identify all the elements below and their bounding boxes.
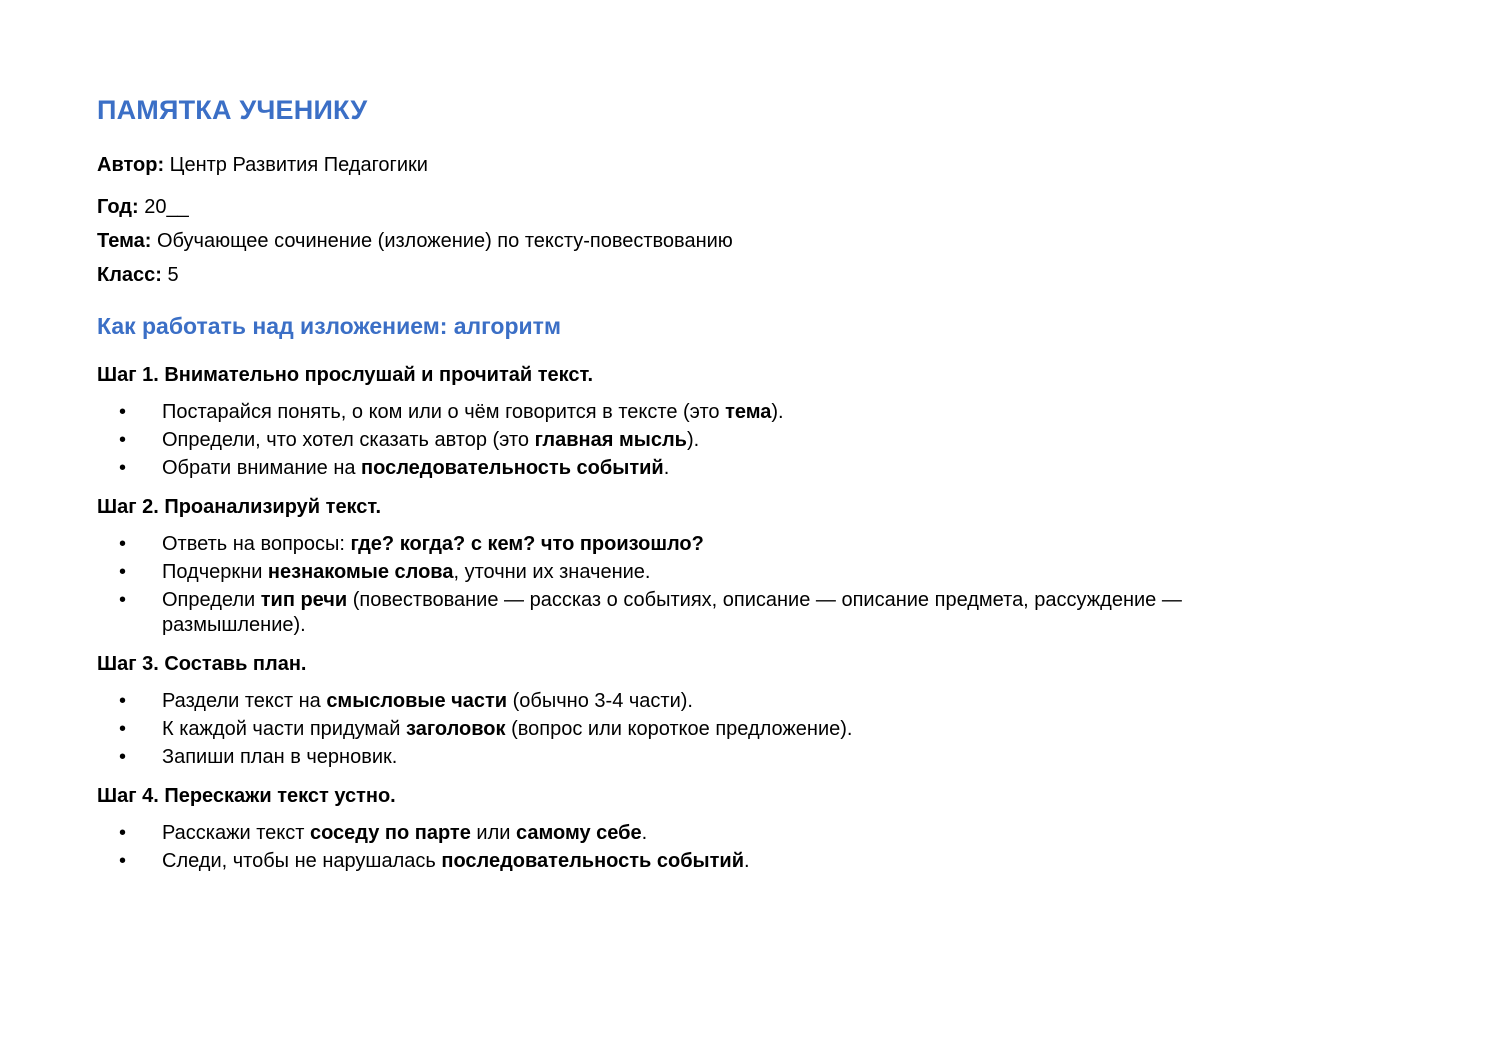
item-text: ).	[771, 401, 784, 423]
meta-class-value: 5	[161, 264, 179, 286]
item-text: ).	[686, 429, 700, 451]
step-heading: Шаг 3. Составь план.	[97, 653, 307, 675]
step-heading: Шаг 4. Перескажи текст устно.	[97, 785, 396, 807]
bullet-icon: •	[119, 850, 127, 872]
step-bullet-list	[97, 400, 1297, 481]
item-bold-text: незнакомые слова	[267, 561, 454, 583]
bullet-icon: •	[119, 401, 127, 423]
meta-year-value: 20__	[138, 196, 189, 218]
list-item	[97, 821, 1297, 846]
list-item	[97, 532, 1297, 557]
step-2	[97, 494, 1297, 638]
list-item	[97, 849, 1297, 874]
bullet-icon: •	[119, 561, 127, 583]
item-text: Постарайся понять, о ком или о чём говорится в тексте (это	[162, 401, 726, 423]
document-page	[97, 92, 1297, 887]
step-heading: Шаг 1. Внимательно прослушай и прочитай текст.	[97, 364, 594, 386]
list-item	[97, 689, 1297, 714]
meta-topic-value: Обучающее сочинение (изложение) по тексту-повествованию	[151, 230, 733, 252]
item-bold-text: где? когда? с кем? что произошло?	[350, 533, 704, 555]
meta-year	[97, 194, 1297, 220]
list-item	[97, 456, 1297, 481]
item-text: Ответь на вопросы:	[162, 533, 351, 555]
meta-author	[97, 152, 1297, 178]
item-text: Расскажи текст	[162, 822, 310, 844]
bullet-icon: •	[119, 457, 127, 479]
item-text: или	[470, 822, 516, 844]
item-bold-text: последовательность событий	[361, 457, 664, 479]
item-text: , уточни их значение.	[453, 561, 651, 583]
step-bullet-list	[97, 532, 1297, 638]
meta-year-label: Год:	[97, 196, 139, 218]
item-bold-text: последовательность событий	[441, 850, 745, 872]
bullet-icon: •	[119, 746, 127, 768]
item-text: К каждой части придумай	[162, 718, 407, 740]
step-heading: Шаг 2. Проанализируй текст.	[97, 496, 382, 518]
meta-class	[97, 262, 1297, 288]
list-item	[97, 588, 1297, 638]
item-bold-text: смысловые части	[326, 690, 508, 712]
item-text: (повествование — рассказ о событиях, описание — описание предмета, рассуждение — размышление).	[162, 589, 1182, 636]
bullet-icon: •	[119, 822, 127, 844]
meta-author-value: Центр Развития Педагогики	[164, 154, 428, 176]
item-text: .	[641, 822, 648, 844]
list-item	[97, 560, 1297, 585]
bullet-icon: •	[119, 718, 127, 740]
meta-class-label: Класс:	[97, 264, 162, 286]
step-1	[97, 362, 1297, 481]
item-text: .	[663, 457, 670, 479]
item-text: Обрати внимание на	[162, 457, 362, 479]
item-bold-text: главная мысль	[534, 429, 687, 451]
list-item	[97, 400, 1297, 425]
section-subtitle: Как работать над изложением: алгоритм	[97, 313, 561, 339]
item-text: Следи, чтобы не нарушалась	[162, 850, 442, 872]
meta-topic	[97, 228, 1297, 254]
item-bold-text: соседу по парте	[309, 822, 471, 844]
item-text: Определи	[162, 589, 261, 611]
list-item	[97, 717, 1297, 742]
item-bold-text: тема	[725, 401, 772, 423]
meta-author-label: Автор:	[97, 154, 165, 176]
list-item	[97, 745, 1297, 770]
bullet-icon: •	[119, 533, 127, 555]
item-text: Определи, что хотел сказать автор (это	[162, 429, 535, 451]
list-item	[97, 428, 1297, 453]
step-3	[97, 651, 1297, 770]
step-bullet-list	[97, 689, 1297, 770]
bullet-icon: •	[119, 589, 127, 611]
document-title: ПАМЯТКА УЧЕНИКУ	[97, 95, 368, 125]
bullet-icon: •	[119, 690, 127, 712]
item-text: Раздели текст на	[162, 690, 327, 712]
item-text: .	[744, 850, 750, 872]
item-text: (вопрос или короткое предложение).	[505, 718, 853, 740]
bullet-icon: •	[119, 429, 127, 451]
item-text: Подчеркни	[162, 561, 268, 583]
item-text: (обычно 3-4 части).	[507, 690, 693, 712]
item-bold-text: самому себе	[515, 822, 642, 844]
item-bold-text: заголовок	[406, 718, 506, 740]
item-bold-text: тип речи	[260, 589, 348, 611]
meta-topic-label: Тема:	[97, 230, 152, 252]
step-4	[97, 783, 1297, 874]
step-bullet-list	[97, 821, 1297, 874]
item-text: Запиши план в черновик.	[162, 746, 398, 768]
